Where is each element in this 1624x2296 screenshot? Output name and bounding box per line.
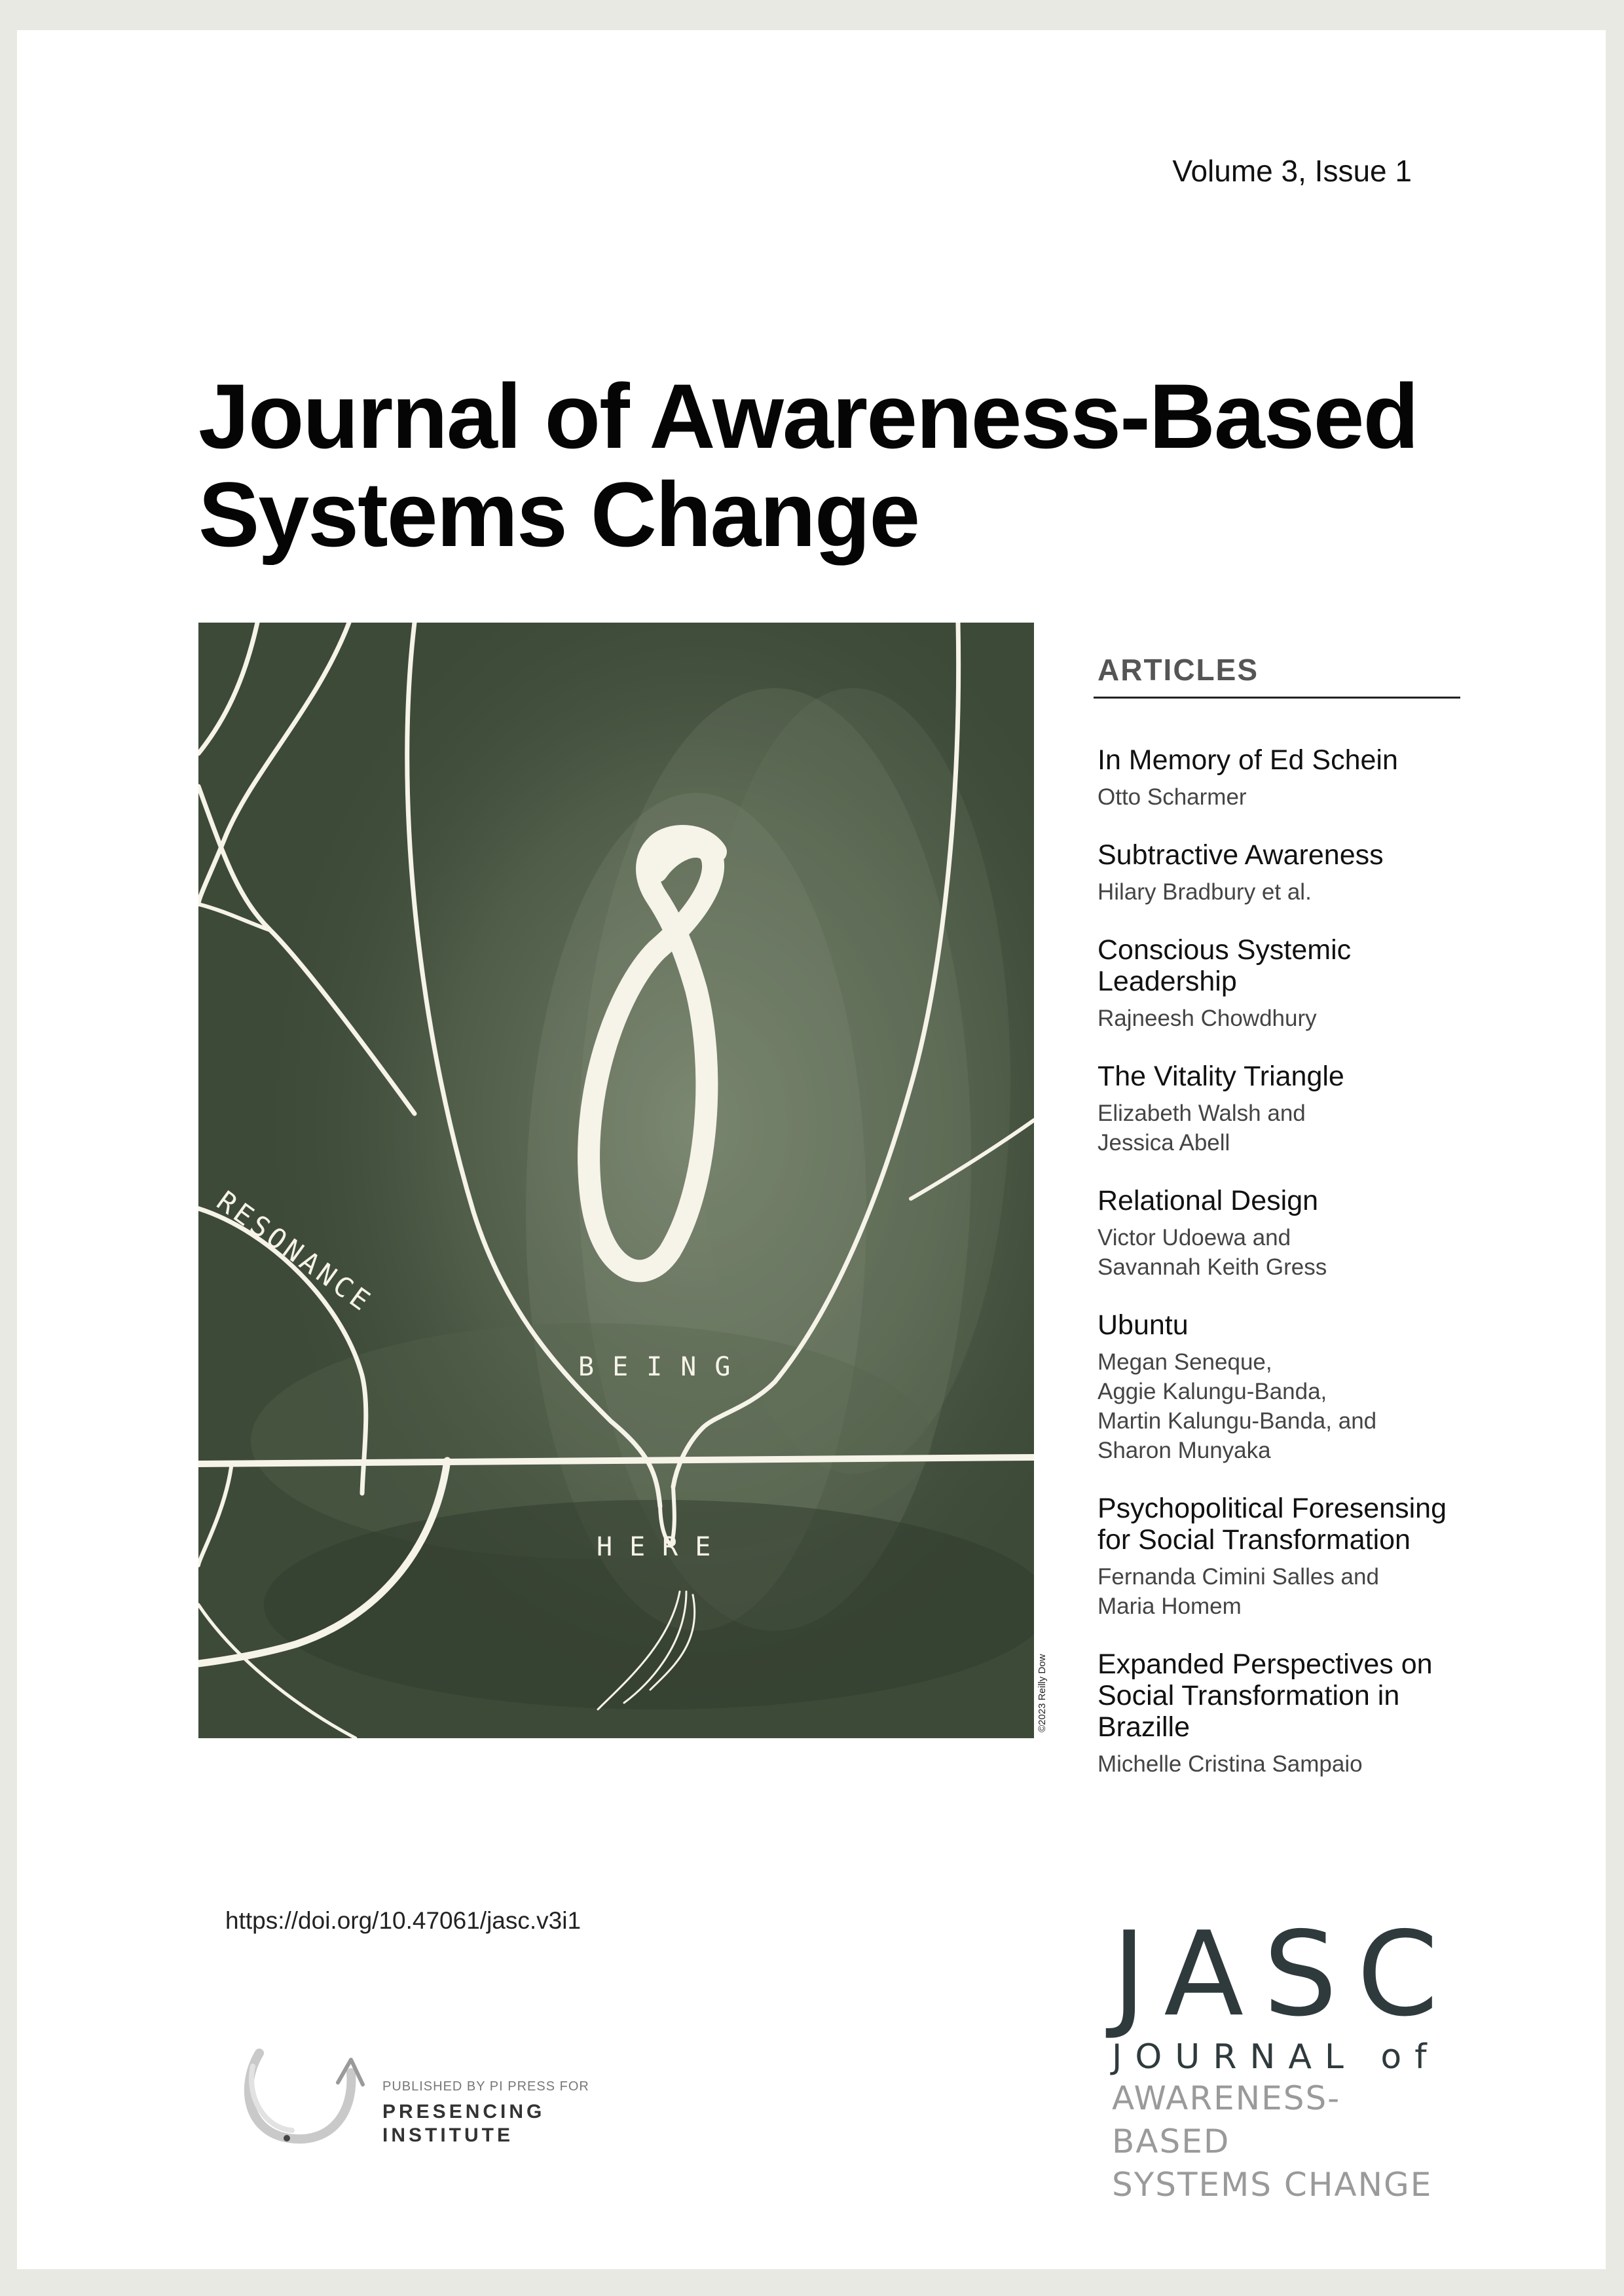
article-authors: Megan Seneque, Aggie Kalungu-Banda, Martin Kalungu-Banda, and Sharon Munyaka — [1098, 1349, 1377, 1463]
art-word-being: BEING — [578, 1352, 749, 1382]
volume-issue: Volume 3, Issue 1 — [1172, 154, 1412, 188]
article-item[interactable] — [1094, 839, 1460, 907]
journal-title — [198, 367, 1508, 564]
article-title: Ubuntu — [1098, 1309, 1189, 1341]
article-title: Subtractive Awareness — [1098, 839, 1384, 871]
article-title: Relational Design — [1098, 1185, 1319, 1216]
publisher-name-line2: INSTITUTE — [382, 2124, 513, 2146]
article-item[interactable] — [1094, 934, 1460, 1033]
journal-title-line2: Systems Change — [198, 463, 919, 566]
presencing-institute-logo — [233, 2047, 626, 2151]
article-item[interactable] — [1094, 1649, 1460, 1779]
art-word-resonance: RESONANCE — [211, 1184, 379, 1319]
article-item[interactable] — [1094, 1309, 1460, 1465]
publisher-name-line1: PRESENCING — [382, 2101, 545, 2123]
publisher-name — [382, 2100, 545, 2147]
published-by-text: PUBLISHED BY PI PRESS FOR — [382, 2079, 589, 2094]
cover-illustration — [198, 623, 1034, 1738]
article-title: Expanded Perspectives on Social Transformation in Brazille — [1098, 1649, 1433, 1743]
article-title: The Vitality Triangle — [1098, 1061, 1344, 1092]
article-title: In Memory of Ed Schein — [1098, 744, 1398, 776]
jasc-journal-of: JOURNAL of — [1112, 2037, 1440, 2077]
article-item[interactable] — [1094, 1493, 1460, 1621]
doi-link[interactable]: https://doi.org/10.47061/jasc.v3i1 — [225, 1907, 581, 1934]
article-item[interactable] — [1094, 1061, 1460, 1157]
pi-loop-icon — [233, 2047, 371, 2151]
jasc-acronym: JASC — [1112, 1906, 1458, 2042]
article-title: Conscious Systemic Leadership — [1098, 934, 1352, 997]
cover-page — [17, 30, 1606, 2269]
article-item[interactable] — [1094, 1185, 1460, 1282]
article-authors: Hilary Bradbury et al. — [1098, 879, 1312, 905]
article-title: Psychopolitical Foresensing for Social Transformation — [1098, 1493, 1447, 1556]
article-authors: Victor Udoewa and Savannah Keith Gress — [1098, 1225, 1327, 1280]
cover-artwork — [198, 623, 1034, 1738]
art-word-here: HERE — [597, 1532, 728, 1562]
article-authors: Rajneesh Chowdhury — [1098, 1006, 1317, 1031]
jasc-logo — [1112, 1906, 1458, 2206]
article-authors: Michelle Cristina Sampaio — [1098, 1751, 1363, 1777]
art-copyright: ©2023 Reilly Dow — [1037, 1654, 1048, 1732]
article-item[interactable] — [1094, 744, 1460, 812]
journal-title-line1: Journal of Awareness-Based — [198, 365, 1418, 467]
table-of-contents — [1094, 623, 1460, 1779]
jasc-line-awareness: AWARENESS-BASED — [1112, 2079, 1341, 2160]
article-authors: Elizabeth Walsh and Jessica Abell — [1098, 1101, 1306, 1156]
toc-heading: ARTICLES — [1094, 623, 1460, 699]
jasc-line-systems: SYSTEMS CHANGE — [1112, 2166, 1433, 2204]
article-authors: Otto Scharmer — [1098, 784, 1247, 810]
article-authors: Fernanda Cimini Salles and Maria Homem — [1098, 1564, 1379, 1619]
